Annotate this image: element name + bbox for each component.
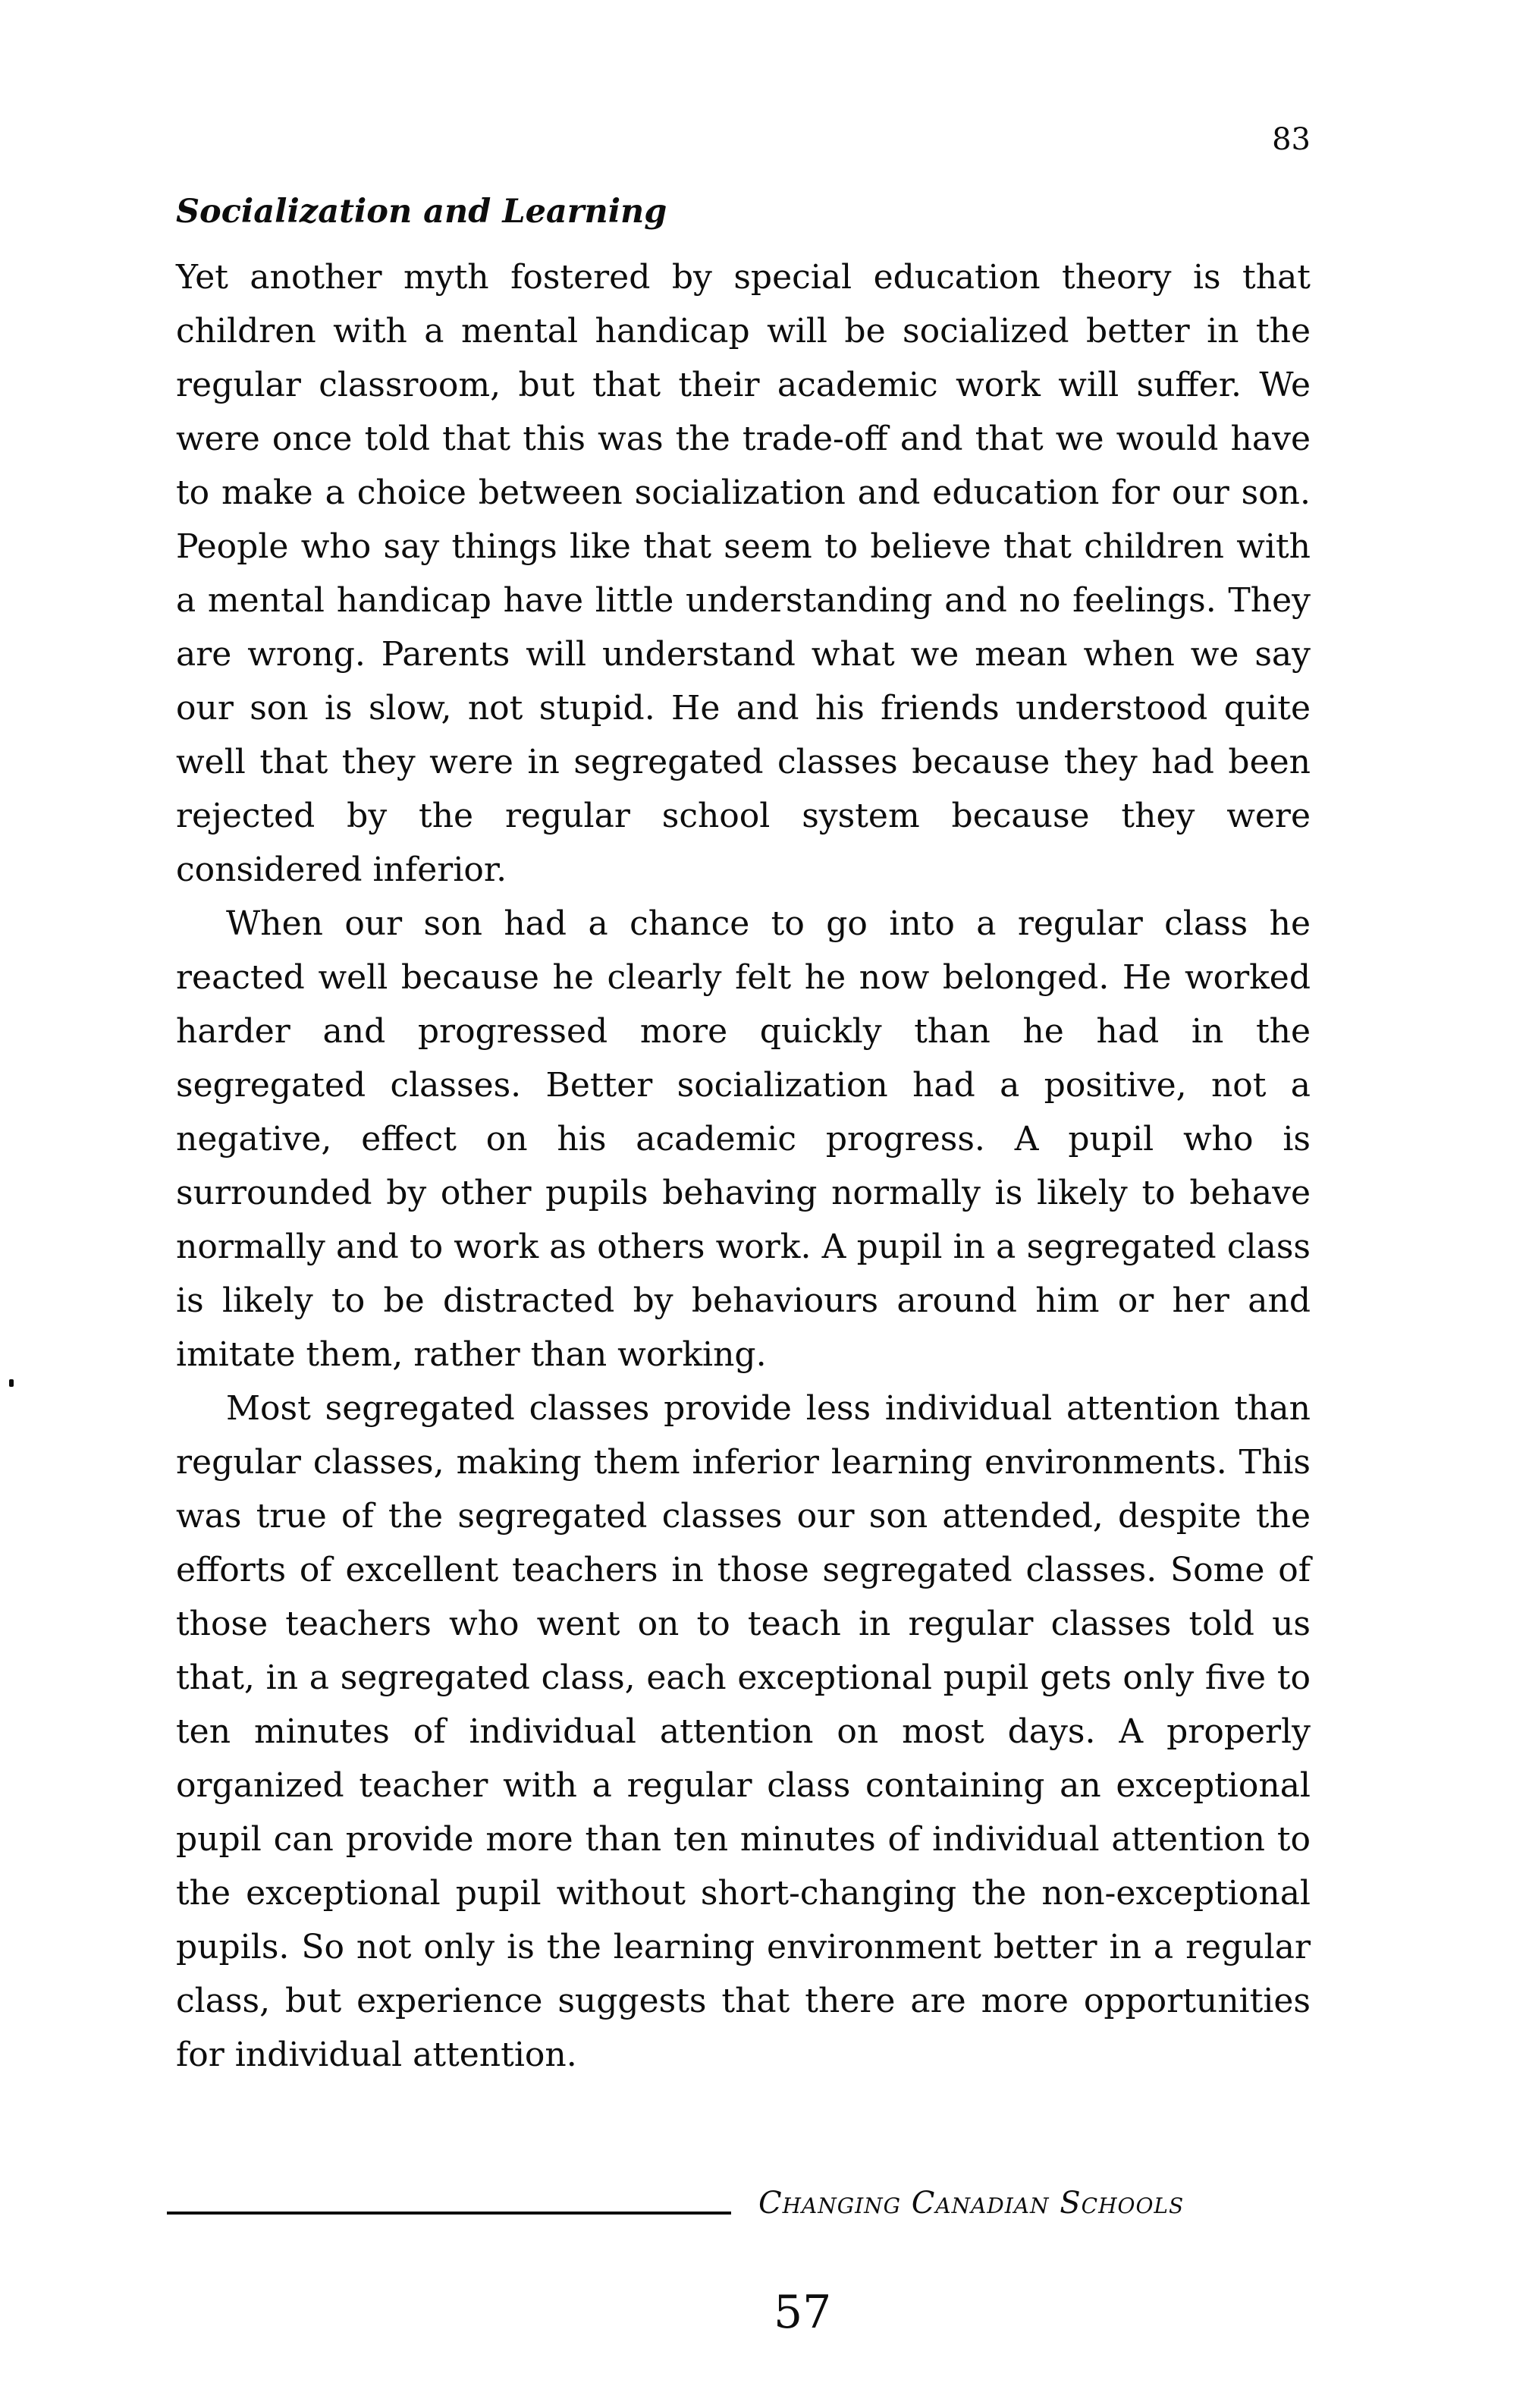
paragraph-1: Yet another myth fostered by special education theory is that children with a mental handicap will be socialized better in the regular classroom, but that their academic work will suffer. We were once told that this was the trade-off and that we would have to make a choice between socialization and education for our son. People who say things like that seem to believe that children with a mental handicap have little understanding and no feelings. They are wrong. Parents will understand what we mean when we say our son is slow, not stupid. He and his friends understood quite well that they were in segregated classes because they had been rejected by the regular school system because they were considered inferior. — [176, 258, 1311, 889]
paragraph-2: When our son had a chance to go into a regular class he reacted well because he clearly felt he now belonged. He worked harder and progressed more quickly than he had in the segregated classes. Better socialization had a positive, not a negative, effect on his academic progress. A pupil who is surrounded by other pupils behaving normally is likely to behave normally and to work as others work. A pupil in a segregated class is likely to be distracted by behaviours around him or her and imitate them, rather than working. — [176, 904, 1311, 1374]
section-heading: Socialization and Learning — [176, 193, 667, 231]
paragraph-3: Most segregated classes provide less individual attention than regular classes, making them inferior learning environments. This was true of the segregated classes our son attended, despite the efforts of excellent teachers in those segregated classes. Some of those teachers who went on to teach in regular classes told us that, in a segregated class, each exceptional pupil gets only five to ten minutes of individual attention on most days. A properly organized teacher with a regular class containing an exceptional pupil can provide more than ten minutes of individual attention to the exceptional pupil without short-changing the non-exceptional pupils. So not only is the learning environment better in a regular class, but experience suggests that there are more opportunities for individual attention. — [176, 1389, 1311, 2074]
footer-rule — [167, 2212, 731, 2215]
body-text — [176, 250, 1311, 2082]
running-footer-title: Changing Canadian Schools — [758, 2186, 1185, 2221]
folio-number: 57 — [774, 2286, 832, 2339]
page-number: 83 — [1272, 122, 1311, 157]
margin-mark — [9, 1379, 14, 1387]
